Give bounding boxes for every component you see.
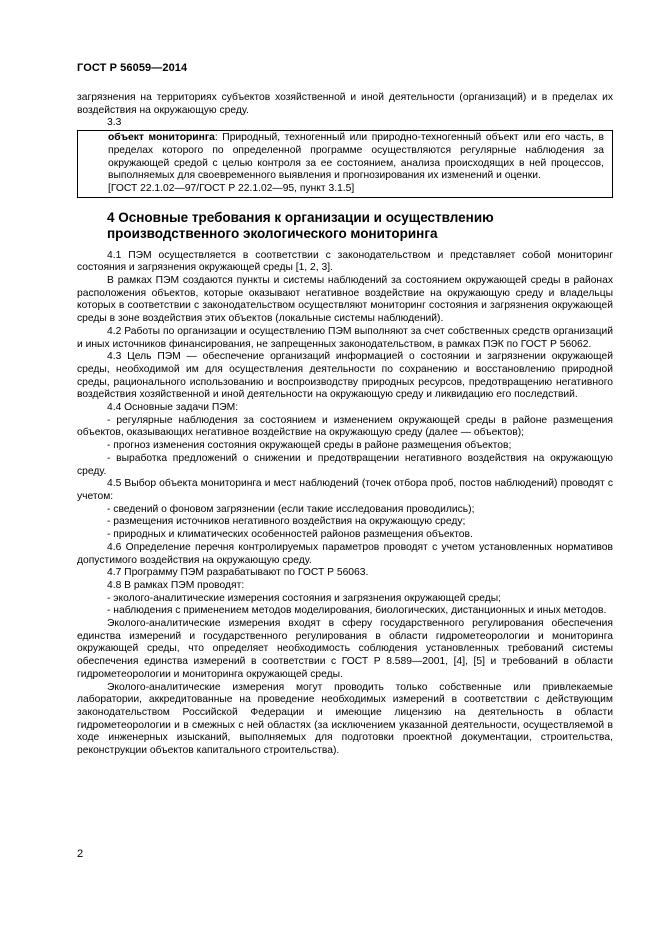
paragraph: - сведений о фоновом загрязнении (если такие исследования проводились);	[107, 503, 475, 515]
document-body	[77, 92, 613, 758]
paragraph: - выработка предложений о снижении и предотвращении негативного воздействия на окружающую среду.	[77, 452, 613, 477]
paragraph: 4.1 ПЭМ осуществляется в соответствии с законодательством и представляет собой мониторинг состояния и загрязнения окружающей среды [1, 2, 3].	[77, 249, 613, 274]
paragraph: 4.4 Основные задачи ПЭМ:	[107, 402, 239, 414]
paragraph: - наблюдения с применением методов моделирования, биологических, дистанционных и иных методов.	[107, 605, 607, 617]
paragraph: 4.6 Определение перечня контролируемых параметров проводят с учетом установленных нормативов допустимого воздействия на окружающую среду.	[77, 541, 613, 566]
document-header: ГОСТ Р 56059—2014	[77, 62, 188, 74]
paragraph: - размещения источников негативного воздействия на окружающую среду;	[107, 516, 466, 528]
paragraph: - эколого-аналитические измерения состояния и загрязнения окружающей среды;	[107, 592, 501, 604]
page-number: 2	[77, 848, 84, 860]
paragraph: 4.7 Программу ПЭМ разрабатывают по ГОСТ Р 56063.	[107, 567, 369, 579]
paragraph: - регулярные наблюдения за состоянием и изменением окружающей среды в районе размещения объектов, оказывающих негативное воздействие на окружающую среду (далее — объектов);	[77, 414, 613, 439]
section-4-body	[77, 250, 613, 758]
paragraph: 4.5 Выбор объекта мониторинга и мест наблюдений (точек отбора проб, постов наблюдений) проводят с учетом:	[77, 478, 613, 502]
paragraph: 4.3 Цель ПЭМ — обеспечение организаций информацией о состоянии и загрязнении окружающей среды, необходимой им для осуществления деятельности по сохранению и восстановлению природной среды, рационального использованию и воспроизводству природных ресурсов, предотвращению негативного воздействия хозяйственной и иной деятельности на окружающую среду и ликвидацию его последствий.	[77, 351, 613, 401]
paragraph: - прогноз изменения состояния окружающей среды в районе размещения объектов;	[107, 440, 512, 452]
clause-3-3-number: 3.3	[107, 117, 122, 129]
definition-box	[77, 130, 613, 198]
definition-body: : Природный, техногенный или природно-техногенный объект или его часть, в пределах которого по определенной программе осуществляются регулярные наблюдения за окружающей средой с целью контроля за ее состоянием, анализа происходящих в ней процессов, выполняемых для своевременного выявления и прогнозирования их изменений и оценки.	[108, 132, 604, 182]
definition-text	[108, 132, 604, 183]
paragraph: Эколого-аналитические измерения входят в сферу государственного регулирования обеспечения единства измерений и государственного регулирования в области гидрометеорологии и мониторинга окружающей среды, что определяет необходимость соблюдения установленных требований системы обеспечения единства измерений в соответствии с ГОСТ Р 8.589—2001, [4], [5] и требований в области гидрометеорологии и мониторинга окружающей среды.	[77, 618, 613, 680]
definition-term: объект мониторинга	[108, 132, 215, 144]
paragraph: 4.8 В рамках ПЭМ проводят:	[107, 579, 245, 591]
continuation-paragraph: загрязнения на территориях субъектов хозяйственной и иной деятельности (организаций) и в пределах их воздействия на окружающую среду.	[77, 92, 613, 116]
paragraph: 4.2 Работы по организации и осуществлению ПЭМ выполняют за счет собственных средств организаций и иных источников финансирования, не запрещенных законодательством, в рамках ПЭК по ГОСТ Р 56062.	[77, 325, 613, 350]
paragraph: Эколого-аналитические измерения могут проводить только собственные или привлекаемые лаборатории, аккредитованные на проведение необходимых измерений в соответствии с действующим законодательством Российской Федерации и имеющие лицензию на деятельность в области гидрометеорологии и в смежных с ней областях (за исключением указанной деятельности, осуществляемой в ходе инженерных изысканий, выполняемых для подготовки проектной документации, строительства, реконструкции объектов капитального строительства).	[77, 681, 613, 757]
section-4-heading: 4 Основные требования к организации и осуществлению производственного экологического мониторинга	[107, 209, 494, 241]
paragraph: В рамках ПЭМ создаются пункты и системы наблюдений за состоянием окружающей среды в районах расположения объектов, которые оказывают негативное воздействие на окружающую среду и владельцы которых в соответствии с законодательством осуществляют мониторинг состояния и загрязнения окружающей среды в зоне воздействия этих объектов (локальные системы наблюдений).	[77, 275, 613, 325]
paragraph: - природных и климатических особенностей районов размещения объектов.	[107, 529, 473, 541]
definition-reference: [ГОСТ 22.1.02—97/ГОСТ Р 22.1.02—95, пункт 3.1.5]	[108, 182, 355, 194]
